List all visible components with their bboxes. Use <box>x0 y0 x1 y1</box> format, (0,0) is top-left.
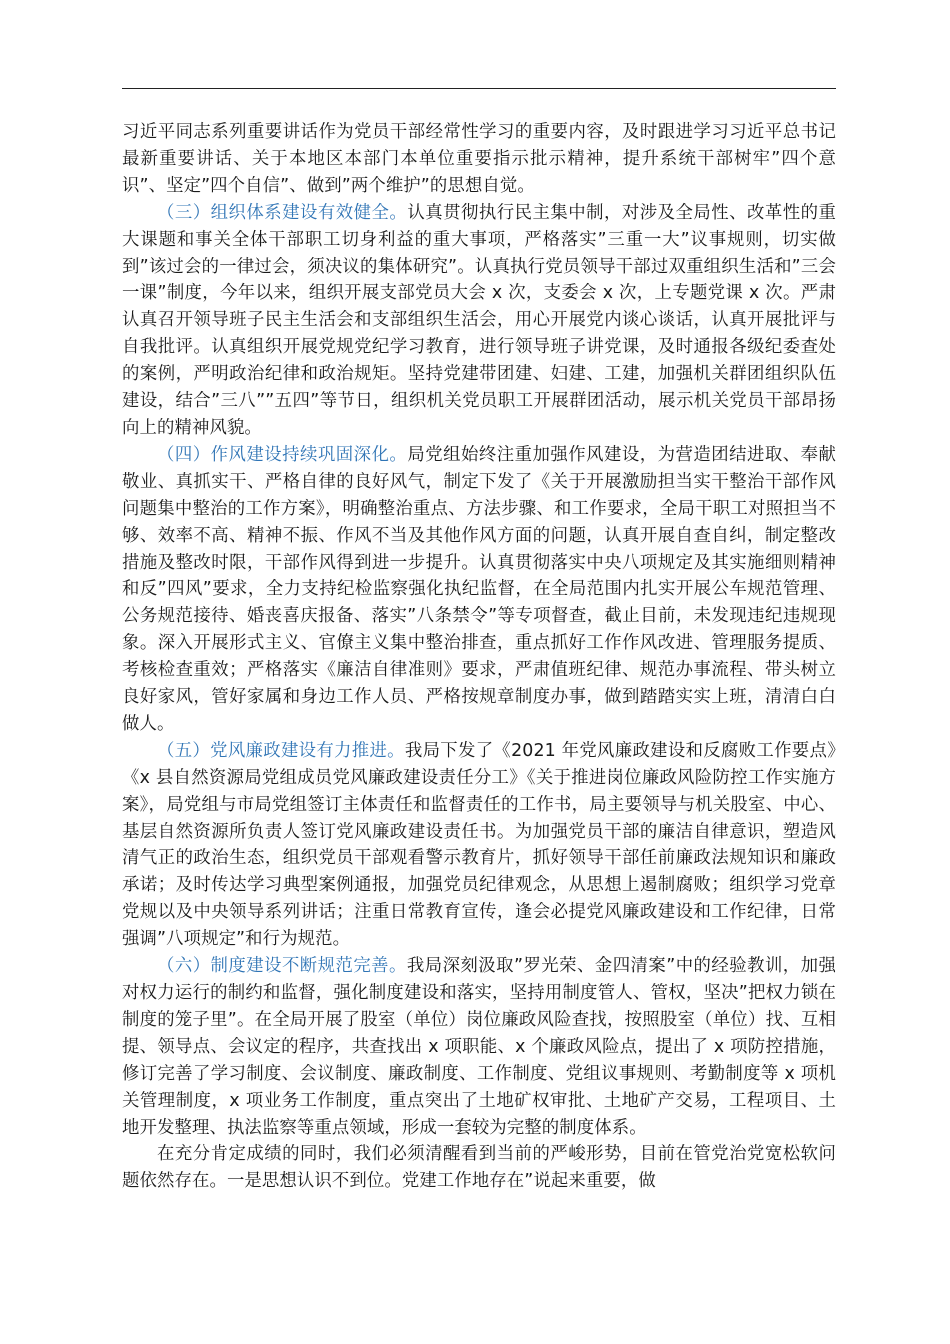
paragraph-continuation <box>122 119 836 200</box>
section-heading: （三）组织体系建设有效健全。 <box>157 202 408 223</box>
paragraph-text: 我局深刻汲取”罗光荣、金四清案”中的经验教训，加强对权力运行的制约和监督，强化制度建设和落实，坚持用制度管人、管权，坚决”把权力锁在制度的笼子里”。在全局开展了股室（单位）岗位廉政风险查找，按照股室（单位）找、互相提、领导点、会议定的程序，共查找出 x 项职能、x 个廉政风险点，提出了 x 项防控措施，修订完善了学习制度、会议制度、廉政制度、工作制度、党组议事规则、考勤制度等 x 项机关管理制度，x 项业务工作制度，重点突出了土地矿权审批、土地矿产交易，工程项目、土地开发整理、执法监察等重点领域，形成一套较为完整的制度体系。 <box>122 956 836 1138</box>
paragraph-text: 我局下发了《2021 年党风廉政建设和反腐败工作要点》《x 县自然资源局党组成员党风廉政建设责任分工》《关于推进岗位廉政风险防控工作实施方案》，局党组与市局党组签订主体责任和监督责任的工作书，局主要领导与机关股室、中心、基层自然资源所负责人签订党风廉政建设责任书。为加强党员干部的廉洁自律意识，塑造风清气正的政治生态，组织党员干部观看警示教育片，抓好领导干部任前廉政法规知识和廉政承诺；及时传达学习典型案例通报，加强党员纪律观念，从思想上遏制腐败；组织学习党章党规以及中央领导系列讲话；注重日常教育宣传，逢会必提党风廉政建设和工作纪律，日常强调”八项规定”和行为规范。 <box>122 740 836 950</box>
paragraph-text: 认真贯彻执行民主集中制，对涉及全局性、改革性的重大课题和事关全体干部职工切身利益的重大事项，严格落实”三重一大”议事规则，切实做到”该过会的一律过会，须决议的集体研究”。认真执行党员领导干部过双重组织生活和”三会一课”制度，今年以来，组织开展支部党员大会 x 次，支委会 x 次，上专题党课 x 次。严肃认真召开领导班子民主生活会和支部组织生活会，用心开展党内谈心谈话，认真开展批评与自我批评。认真组织开展党规党纪学习教育，进行领导班子讲党课，及时通报各级纪委查处的案例，严明政治纪律和政治规矩。坚持党建带团建、妇建、工建，加强机关群团组织队伍建设，结合”三八””五四”等节日，组织机关党员职工开展群团活动，展示机关党员干部昂扬向上的精神风貌。 <box>122 202 837 438</box>
paragraph-institution-building <box>122 953 836 1141</box>
paragraph-problems <box>122 1141 836 1195</box>
paragraph-work-style <box>122 442 836 738</box>
paragraph-text: 在充分肯定成绩的同时，我们必须清醒看到当前的严峻形势，目前在管党治党宽松软问题依然存在。一是思想认识不到位。党建工作地存在”说起来重要，做 <box>122 1144 836 1192</box>
paragraph-text: 习近平同志系列重要讲话作为党员干部经常性学习的重要内容，及时跟进学习习近平总书记最新重要讲话、关于本地区本部门本单位重要指示批示精神，提升系统干部树牢”四个意识”、坚定”四个自信”、做到”两个维护”的思想自觉。 <box>122 122 836 196</box>
section-heading: （五）党风廉政建设有力推进。 <box>157 740 405 761</box>
paragraph-text: 局党组始终注重加强作风建设，为营造团结进取、奉献敬业、真抓实干、严格自律的良好风气，制定下发了《关于开展激励担当实干整治干部作风问题集中整治的工作方案》，明确整治重点、方法步骤、和工作要求，全局干职工对照担当不够、效率不高、精神不振、作风不当及其他作风方面的问题，认真开展自查自纠，制定整改措施及整改时限，干部作风得到进一步提升。认真贯彻落实中央八项规定及其实施细则精神和反”四风”要求，全力支持纪检监察强化执纪监督，在全局范围内扎实开展公车规范管理、公务规范接待、婚丧喜庆报备、落实”八条禁令”等专项督查，截止目前，未发现违纪违规现象。深入开展形式主义、官僚主义集中整治排查，重点抓好工作作风改进、管理服务提质、考核检查重效；严格落实《廉洁自律准则》要求，严肃值班纪律、规范办事流程、带头树立良好家风，管好家属和身边工作人员、严格按规章制度办事，做到踏踏实实上班，清清白白做人。 <box>122 444 837 734</box>
paragraph-clean-governance <box>122 738 836 953</box>
document-body <box>122 119 836 1195</box>
paragraph-organization-system <box>122 200 836 442</box>
section-heading: （六）制度建设不断规范完善。 <box>157 956 407 977</box>
section-heading: （四）作风建设持续巩固深化。 <box>157 444 408 465</box>
header-rule <box>122 88 836 89</box>
